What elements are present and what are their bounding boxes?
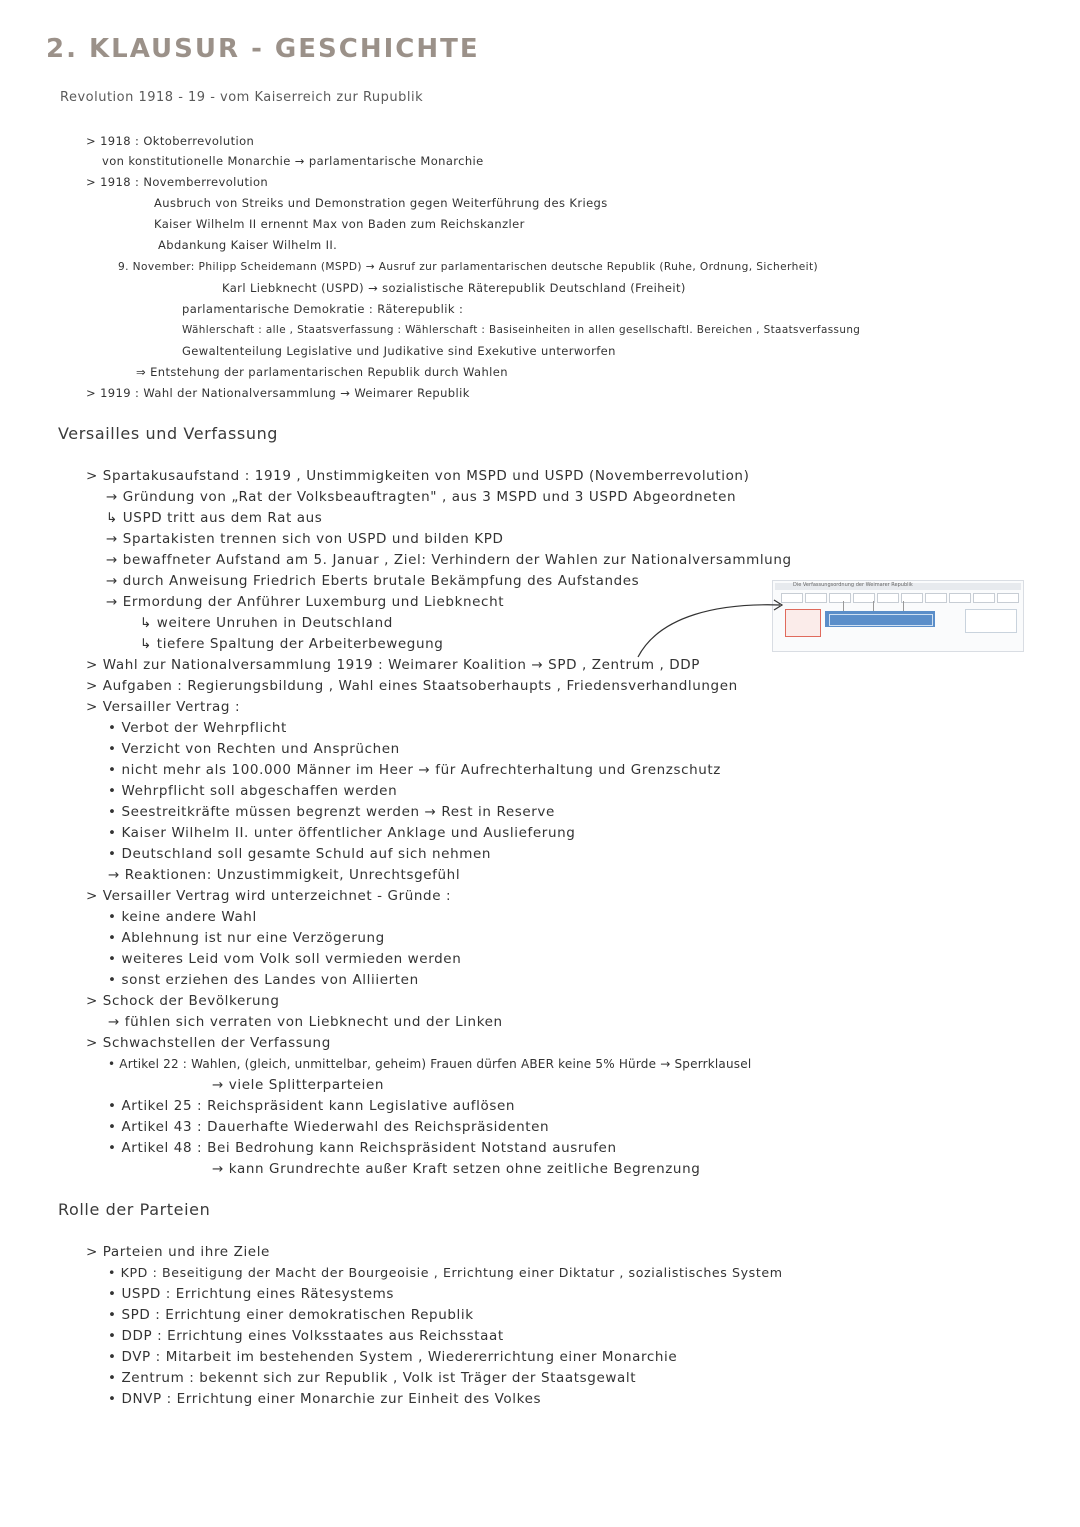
note-line: → bewaffneter Aufstand am 5. Januar , Ziel: Verhindern der Wahlen zur Nationalversammlung (106, 552, 792, 568)
note-line: > 1918 : Oktoberrevolution (86, 134, 255, 148)
note-line: • DDP : Errichtung eines Volksstaates aus Reichsstaat (108, 1328, 504, 1344)
note-line: • Artikel 43 : Dauerhafte Wiederwahl des Reichspräsidenten (108, 1119, 550, 1135)
note-line: Gewaltenteilung Legislative und Judikative sind Exekutive unterworfen (182, 344, 616, 358)
note-line: → Reaktionen: Unzustimmigkeit, Unrechtsgefühl (108, 867, 461, 883)
page-subtitle: Revolution 1918 - 19 - vom Kaiserreich zur Rupublik (60, 90, 424, 105)
note-line: • Artikel 22 : Wahlen, (gleich, unmittelbar, geheim) Frauen dürfen ABER keine 5% Hürde → Sperrklausel (108, 1057, 752, 1071)
note-line: • Verbot der Wehrpflicht (108, 720, 287, 736)
note-line: • Deutschland soll gesamte Schuld auf sich nehmen (108, 846, 492, 862)
note-line: • Seestreitkräfte müssen begrenzt werden → Rest in Reserve (108, 804, 555, 820)
note-line: ↳ USPD tritt aus dem Rat aus (106, 510, 323, 526)
note-line: • USPD : Errichtung eines Rätesystems (108, 1286, 394, 1302)
note-line: > Spartakusaufstand : 1919 , Unstimmigkeiten von MSPD und USPD (Novemberrevolution) (86, 468, 750, 484)
note-line: Kaiser Wilhelm II ernennt Max von Baden zum Reichskanzler (154, 217, 525, 231)
note-line: Karl Liebknecht (USPD) → sozialistische Räterepublik Deutschland (Freiheit) (222, 281, 686, 295)
note-line: > Wahl zur Nationalversammlung 1919 : Weimarer Koalition → SPD , Zentrum , DDP (86, 657, 701, 673)
note-line: • Wehrpflicht soll abgeschaffen werden (108, 783, 398, 799)
note-line: > Versailler Vertrag wird unterzeichnet - Gründe : (86, 888, 452, 904)
note-line: von konstitutionelle Monarchie → parlamentarische Monarchie (102, 154, 484, 168)
note-line: > Aufgaben : Regierungsbildung , Wahl eines Staatsoberhaupts , Friedensverhandlungen (86, 678, 738, 694)
note-line: → Spartakisten trennen sich von USPD und bilden KPD (106, 531, 504, 547)
note-line: > Parteien und ihre Ziele (86, 1244, 270, 1260)
note-line: ⇒ Entstehung der parlamentarischen Republik durch Wahlen (136, 365, 508, 379)
note-line: Abdankung Kaiser Wilhelm II. (158, 238, 338, 252)
section-heading: Rolle der Parteien (58, 1200, 211, 1219)
note-line: • sonst erziehen des Landes von Alliierten (108, 972, 419, 988)
note-line: Ausbruch von Streiks und Demonstration gegen Weiterführung des Kriegs (154, 196, 608, 210)
section-heading: Versailles und Verfassung (58, 424, 279, 443)
note-line: • Verzicht von Rechten und Ansprüchen (108, 741, 400, 757)
note-line: • weiteres Leid vom Volk soll vermieden werden (108, 951, 462, 967)
note-line: • DNVP : Errichtung einer Monarchie zur Einheit des Volkes (108, 1391, 542, 1407)
constitution-diagram (772, 580, 1024, 652)
note-line: • DVP : Mitarbeit im bestehenden System , Wiedererrichtung einer Monarchie (108, 1349, 678, 1365)
note-line: > 1919 : Wahl der Nationalversammlung → Weimarer Republik (86, 386, 470, 400)
note-line: • Artikel 25 : Reichspräsident kann Legislative auflösen (108, 1098, 516, 1114)
note-line: → durch Anweisung Friedrich Eberts brutale Bekämpfung des Aufstandes (106, 573, 640, 589)
note-line: > Schwachstellen der Verfassung (86, 1035, 331, 1051)
note-line: → viele Splitterparteien (212, 1077, 385, 1093)
page-title: 2. KLAUSUR - GESCHICHTE (46, 34, 480, 64)
note-line: > Versailler Vertrag : (86, 699, 241, 715)
note-line: • Zentrum : bekennt sich zur Republik , Volk ist Träger der Staatsgewalt (108, 1370, 637, 1386)
note-line: • keine andere Wahl (108, 909, 257, 925)
note-line: → Ermordung der Anführer Luxemburg und Liebknecht (106, 594, 505, 610)
diagram-pointer-arrow (630, 595, 790, 665)
note-line: • Ablehnung ist nur eine Verzögerung (108, 930, 385, 946)
note-line: > Schock der Bevölkerung (86, 993, 280, 1009)
note-line: parlamentarische Demokratie : Räterepublik : (182, 302, 464, 316)
diagram-header: Die Verfassungsordnung der Weimarer Republik (775, 583, 1021, 590)
note-line: Wählerschaft : alle , Staatsverfassung : Wählerschaft : Basiseinheiten in allen gesellschaftl. Bereichen , Staatsverfassung (182, 324, 861, 336)
note-line: • Kaiser Wilhelm II. unter öffentlicher Anklage und Auslieferung (108, 825, 576, 841)
note-line: • nicht mehr als 100.000 Männer im Heer → für Aufrechterhaltung und Grenzschutz (108, 762, 721, 778)
note-line: 9. November: Philipp Scheidemann (MSPD) → Ausruf zur parlamentarischen deutsche Republik (Ruhe, Ordnung, Sicherheit) (118, 261, 819, 273)
note-line: → fühlen sich verraten von Liebknecht und der Linken (108, 1014, 503, 1030)
note-line: • KPD : Beseitigung der Macht der Bourgeoisie , Errichtung einer Diktatur , sozialistisches System (108, 1265, 783, 1280)
note-line: → Gründung von „Rat der Volksbeauftragten" , aus 3 MSPD und 3 USPD Abgeordneten (106, 489, 737, 505)
note-line: ↳ tiefere Spaltung der Arbeiterbewegung (140, 636, 444, 652)
note-line: • Artikel 48 : Bei Bedrohung kann Reichspräsident Notstand ausrufen (108, 1140, 617, 1156)
note-line: > 1918 : Novemberrevolution (86, 175, 269, 189)
note-line: → kann Grundrechte außer Kraft setzen ohne zeitliche Begrenzung (212, 1161, 701, 1177)
note-line: • SPD : Errichtung einer demokratischen Republik (108, 1307, 474, 1323)
note-line: ↳ weitere Unruhen in Deutschland (140, 615, 393, 631)
